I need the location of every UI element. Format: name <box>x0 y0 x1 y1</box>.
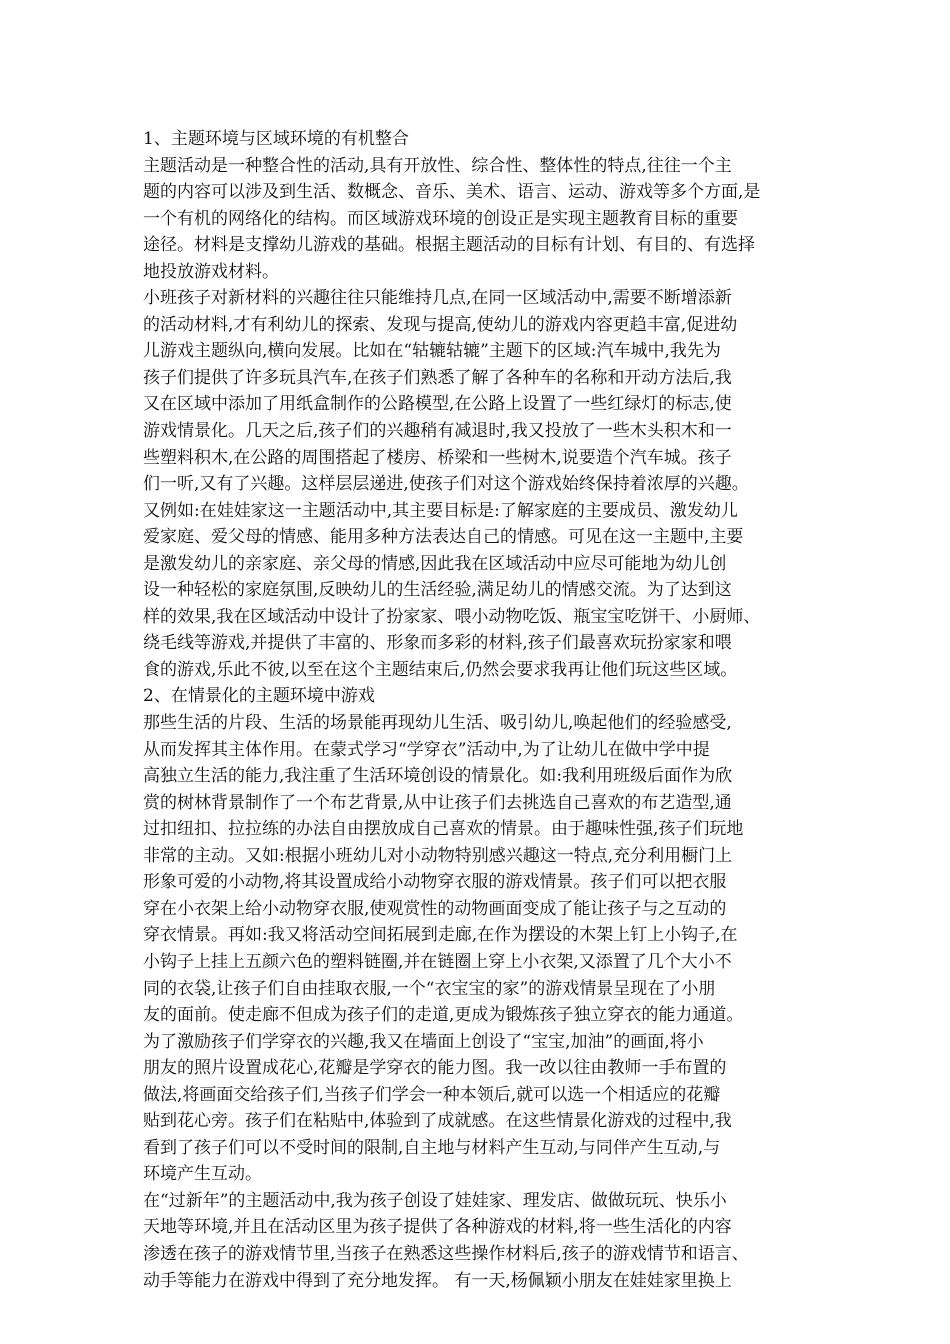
text-line: 设一种轻松的家庭氛围,反映幼儿的生活经验,满足幼儿的情感交流。为了达到这 <box>143 580 732 601</box>
text-line: 渗透在孩子的游戏情节里,当孩子在熟悉这些操作材料后,孩子的游戏情节和语言、 <box>143 1243 749 1264</box>
text-line: 们一听,又有了兴趣。这样层层递进,使孩子们对这个游戏始终保持着浓厚的兴趣。 <box>143 474 749 495</box>
text-line: 绕毛线等游戏,并提供了丰富的、形象而多彩的材料,孩子们最喜欢玩扮家家和喂 <box>143 633 732 654</box>
text-line: 为了激励孩子们学穿衣的兴趣,我又在墙面上创设了“宝宝,加油”的画面,将小 <box>143 1031 704 1052</box>
text-line: 又例如:在娃娃家这一主题活动中,其主要目标是:了解家庭的主要成员、激发幼儿 <box>143 500 738 521</box>
text-line: 朋友的照片设置成花心,花瓣是学穿衣的能力图。我一改以往由教师一手布置的 <box>143 1058 727 1079</box>
text-line: 过扣纽扣、拉拉练的办法自由摆放成自己喜欢的情景。由于趣味性强,孩子们玩地 <box>143 819 744 840</box>
text-line: 同的衣袋,让孩子们自由挂取衣服,一个“衣宝宝的家”的游戏情景呈现在了小朋 <box>143 978 716 999</box>
text-line: 贴到花心旁。孩子们在粘贴中,体验到了成就感。在这些情景化游戏的过程中,我 <box>143 1111 732 1132</box>
text-line: 孩子们提供了许多玩具汽车,在孩子们熟悉了解了各种车的名称和开动方法后,我 <box>143 367 732 388</box>
text-line: 游戏情景化。几天之后,孩子们的兴趣稍有减退时,我又投放了一些木头积木和一 <box>143 421 732 442</box>
text-line: 儿游戏主题纵向,横向发展。比如在“轱辘轱辘”主题下的区域:汽车城中,我先为 <box>143 341 721 362</box>
text-line: 样的效果,我在区域活动中设计了扮家家、喂小动物吃饭、瓶宝宝吃饼干、小厨师、 <box>143 606 761 627</box>
text-line: 主题活动是一种整合性的活动,具有开放性、综合性、整体性的特点,往往一个主 <box>143 155 732 176</box>
text-line: 又在区域中添加了用纸盒制作的公路模型,在公路上设置了一些红绿灯的标志,使 <box>143 394 732 415</box>
text-line: 动手等能力在游戏中得到了充分地发挥。 有一天,杨佩颖小朋友在娃娃家里换上 <box>143 1270 732 1291</box>
text-line: 途径。材料是支撑幼儿游戏的基础。根据主题活动的目标有计划、有目的、有选择 <box>143 235 755 256</box>
text-line: 是激发幼儿的亲家庭、亲父母的情感,因此我在区域活动中应尽可能地为幼儿创 <box>143 553 727 574</box>
text-line: 爱家庭、爱父母的情感、能用多种方法表达自己的情感。可见在这一主题中,主要 <box>143 527 744 548</box>
text-line: 1、主题环境与区域环境的有机整合 <box>143 129 409 149</box>
text-line: 从而发挥其主体作用。在蒙式学习“学穿衣”活动中,为了让幼儿在做中学中提 <box>143 739 710 760</box>
text-line: 看到了孩子们可以不受时间的限制,自主地与材料产生互动,与同伴产生互动,与 <box>143 1137 721 1158</box>
text-line: 高独立生活的能力,我注重了生活环境创设的情景化。如:我利用班级后面作为欣 <box>143 766 733 787</box>
text-line: 友的面前。使走廊不但成为孩子们的走道,更成为锻炼孩子独立穿衣的能力通道。 <box>143 1005 744 1026</box>
text-line: 赏的树林背景制作了一个布艺背景,从中让孩子们去挑选自己喜欢的布艺造型,通 <box>143 792 732 813</box>
document-body <box>143 126 823 1294</box>
text-line: 形象可爱的小动物,将其设置成给小动物穿衣服的游戏情景。孩子们可以把衣服 <box>143 872 727 893</box>
text-line: 那些生活的片段、生活的场景能再现幼儿生活、吸引幼儿,唤起他们的经验感受, <box>143 713 732 734</box>
text-line: 穿在小衣架上给小动物穿衣服,使观赏性的动物画面变成了能让孩子与之互动的 <box>143 898 727 919</box>
text-line: 天地等环境,并且在活动区里为孩子提供了各种游戏的材料,将一些生活化的内容 <box>143 1217 732 1238</box>
text-line: 非常的主动。又如:根据小班幼儿对小动物特别感兴趣这一特点,充分利用橱门上 <box>143 845 733 866</box>
text-line: 小钩子上挂上五颜六色的塑料链圈,并在链圈上穿上小衣架,又添置了几个大小不 <box>143 951 732 972</box>
text-line: 小班孩子对新材料的兴趣往往只能维持几点,在同一区域活动中,需要不断增添新 <box>143 288 732 309</box>
text-line: 环境产生互动。 <box>143 1164 262 1185</box>
text-line: 些塑料积木,在公路的周围搭起了楼房、桥梁和一些树木,说要造个汽车城。孩子 <box>143 447 732 468</box>
text-line: 做法,将画面交给孩子们,当孩子们学会一种本领后,就可以选一个相适应的花瓣 <box>143 1084 721 1105</box>
text-line: 一个有机的网络化的结构。而区域游戏环境的创设正是实现主题教育目标的重要 <box>143 208 738 229</box>
text-line: 穿衣情景。再如:我又将活动空间拓展到走廊,在作为摆设的木架上钉上小钩子,在 <box>143 925 738 946</box>
text-line: 题的内容可以涉及到生活、数概念、音乐、美术、语言、运动、游戏等多个方面,是 <box>143 182 761 203</box>
text-line: 的活动材料,才有利幼儿的探索、发现与提高,使幼儿的游戏内容更趋丰富,促进幼 <box>143 314 738 335</box>
text-line: 地投放游戏材料。 <box>143 261 279 282</box>
text-line: 在“过新年”的主题活动中,我为孩子创设了娃娃家、理发店、做做玩玩、快乐小 <box>143 1190 727 1211</box>
text-line: 2、在情景化的主题环境中游戏 <box>143 686 375 707</box>
text-line: 食的游戏,乐此不彼,以至在这个主题结束后,仍然会要求我再让他们玩这些区域。 <box>143 659 738 680</box>
